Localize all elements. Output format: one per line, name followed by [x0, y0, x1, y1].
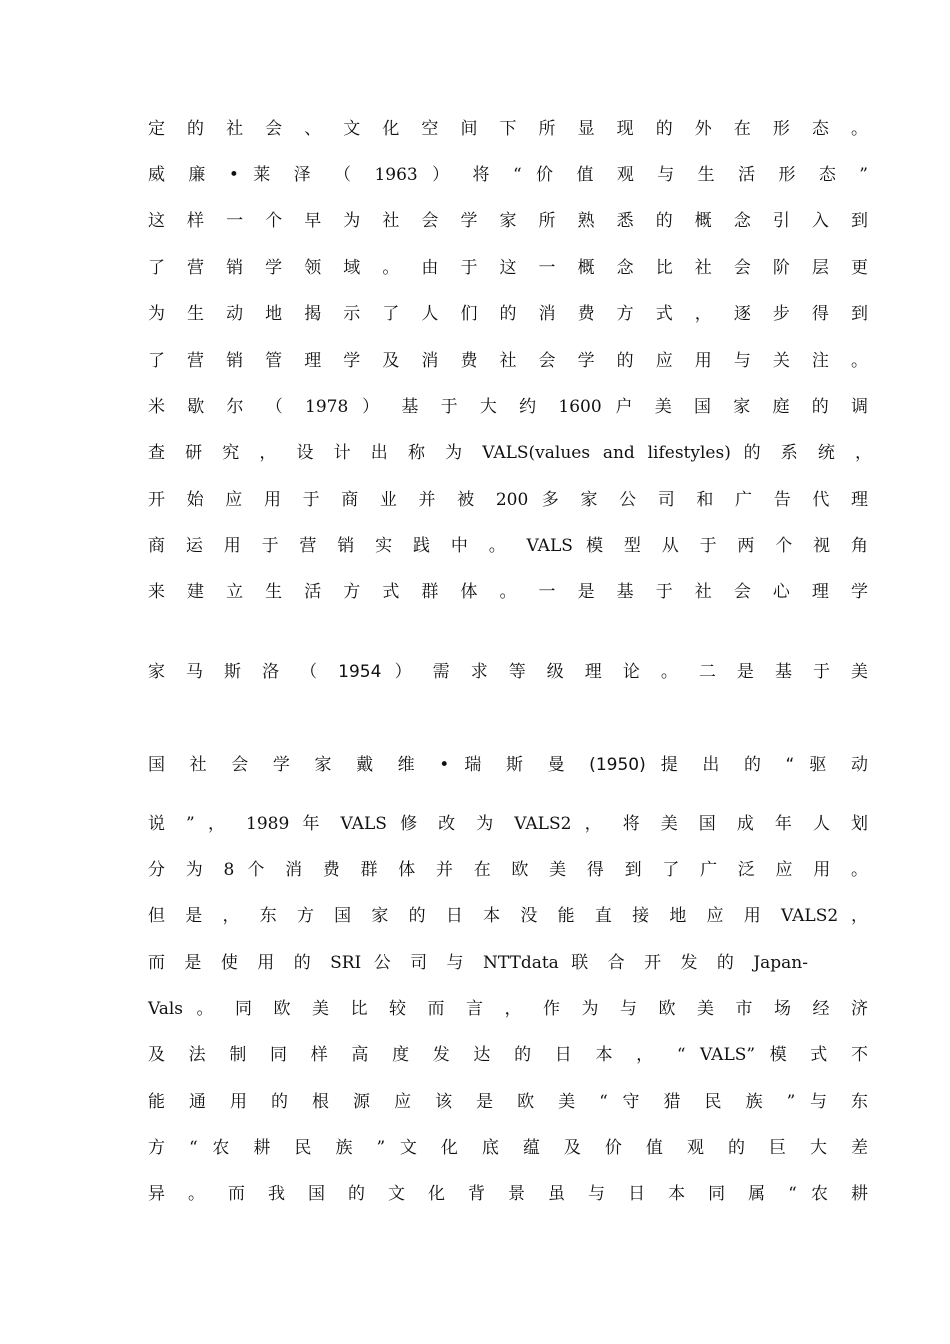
text-line-6: 了 营 销 管 理 学 及 消 费 社 会 学 的 应 用 与 关 注 。 — [148, 351, 868, 371]
text-line-5: 为 生 动 地 揭 示 了 人 们 的 消 费 方 式 ， 逐 步 得 到 — [148, 304, 868, 324]
text-line-22: 异 。 而 我 国 的 文 化 背 景 虽 与 日 本 同 属 “ 农 耕 — [148, 1184, 868, 1204]
text-line-3: 这 样 一 个 早 为 社 会 学 家 所 熟 悉 的 概 念 引 入 到 — [148, 211, 868, 231]
text-line-20: 能 通 用 的 根 源 应 该 是 欧 美 “ 守 猎 民 族 ” 与 东 — [148, 1092, 868, 1112]
text-line-17: 而 是 使 用 的 SRI 公 司 与 NTTdata 联 合 开 发 的 Japan- — [148, 953, 808, 973]
text-line-12: 家 马 斯 洛 （ 1954 ） 需 求 等 级 理 论 。 二 是 基 于 美 — [148, 662, 868, 682]
text-line-13: 国 社 会 学 家 戴 维 • 瑞 斯 曼 (1950) 提 出 的 “ 驱 动 — [148, 755, 868, 775]
text-line-2: 威 廉 • 莱 泽 （ 1963 ） 将 “ 价 值 观 与 生 活 形 态 ” — [148, 165, 868, 185]
text-line-16: 但 是 ， 东 方 国 家 的 日 本 没 能 直 接 地 应 用 VALS2 ， — [148, 906, 868, 926]
text-line-11: 来 建 立 生 活 方 式 群 体 。 一 是 基 于 社 会 心 理 学 — [148, 582, 868, 602]
text-line-1: 定 的 社 会 、 文 化 空 间 下 所 显 现 的 外 在 形 态 。 — [148, 119, 868, 139]
text-line-18: Vals 。 同 欧 美 比 较 而 言 ， 作 为 与 欧 美 市 场 经 济 — [148, 999, 868, 1019]
text-line-19: 及 法 制 同 样 高 度 发 达 的 日 本 ， “ VALS” 模 式 不 — [148, 1045, 868, 1065]
text-line-14: 说 ” ， 1989 年 VALS 修 改 为 VALS2 ， 将 美 国 成 年 人 划 — [148, 814, 868, 834]
text-line-4: 了 营 销 学 领 域 。 由 于 这 一 概 念 比 社 会 阶 层 更 — [148, 258, 868, 278]
text-line-21: 方 “ 农 耕 民 族 ” 文 化 底 蕴 及 价 值 观 的 巨 大 差 — [148, 1138, 868, 1158]
text-line-8: 查 研 究 ， 设 计 出 称 为 VALS(values and lifestyles) 的 系 统 ， — [148, 443, 872, 463]
text-line-9: 开 始 应 用 于 商 业 并 被 200 多 家 公 司 和 广 告 代 理 — [148, 490, 868, 510]
text-line-15: 分 为 8 个 消 费 群 体 并 在 欧 美 得 到 了 广 泛 应 用 。 — [148, 860, 868, 880]
text-line-10: 商 运 用 于 营 销 实 践 中 。 VALS 模 型 从 于 两 个 视 角 — [148, 536, 868, 556]
text-line-7: 米 歇 尔 （ 1978 ） 基 于 大 约 1600 户 美 国 家 庭 的 调 — [148, 397, 868, 417]
